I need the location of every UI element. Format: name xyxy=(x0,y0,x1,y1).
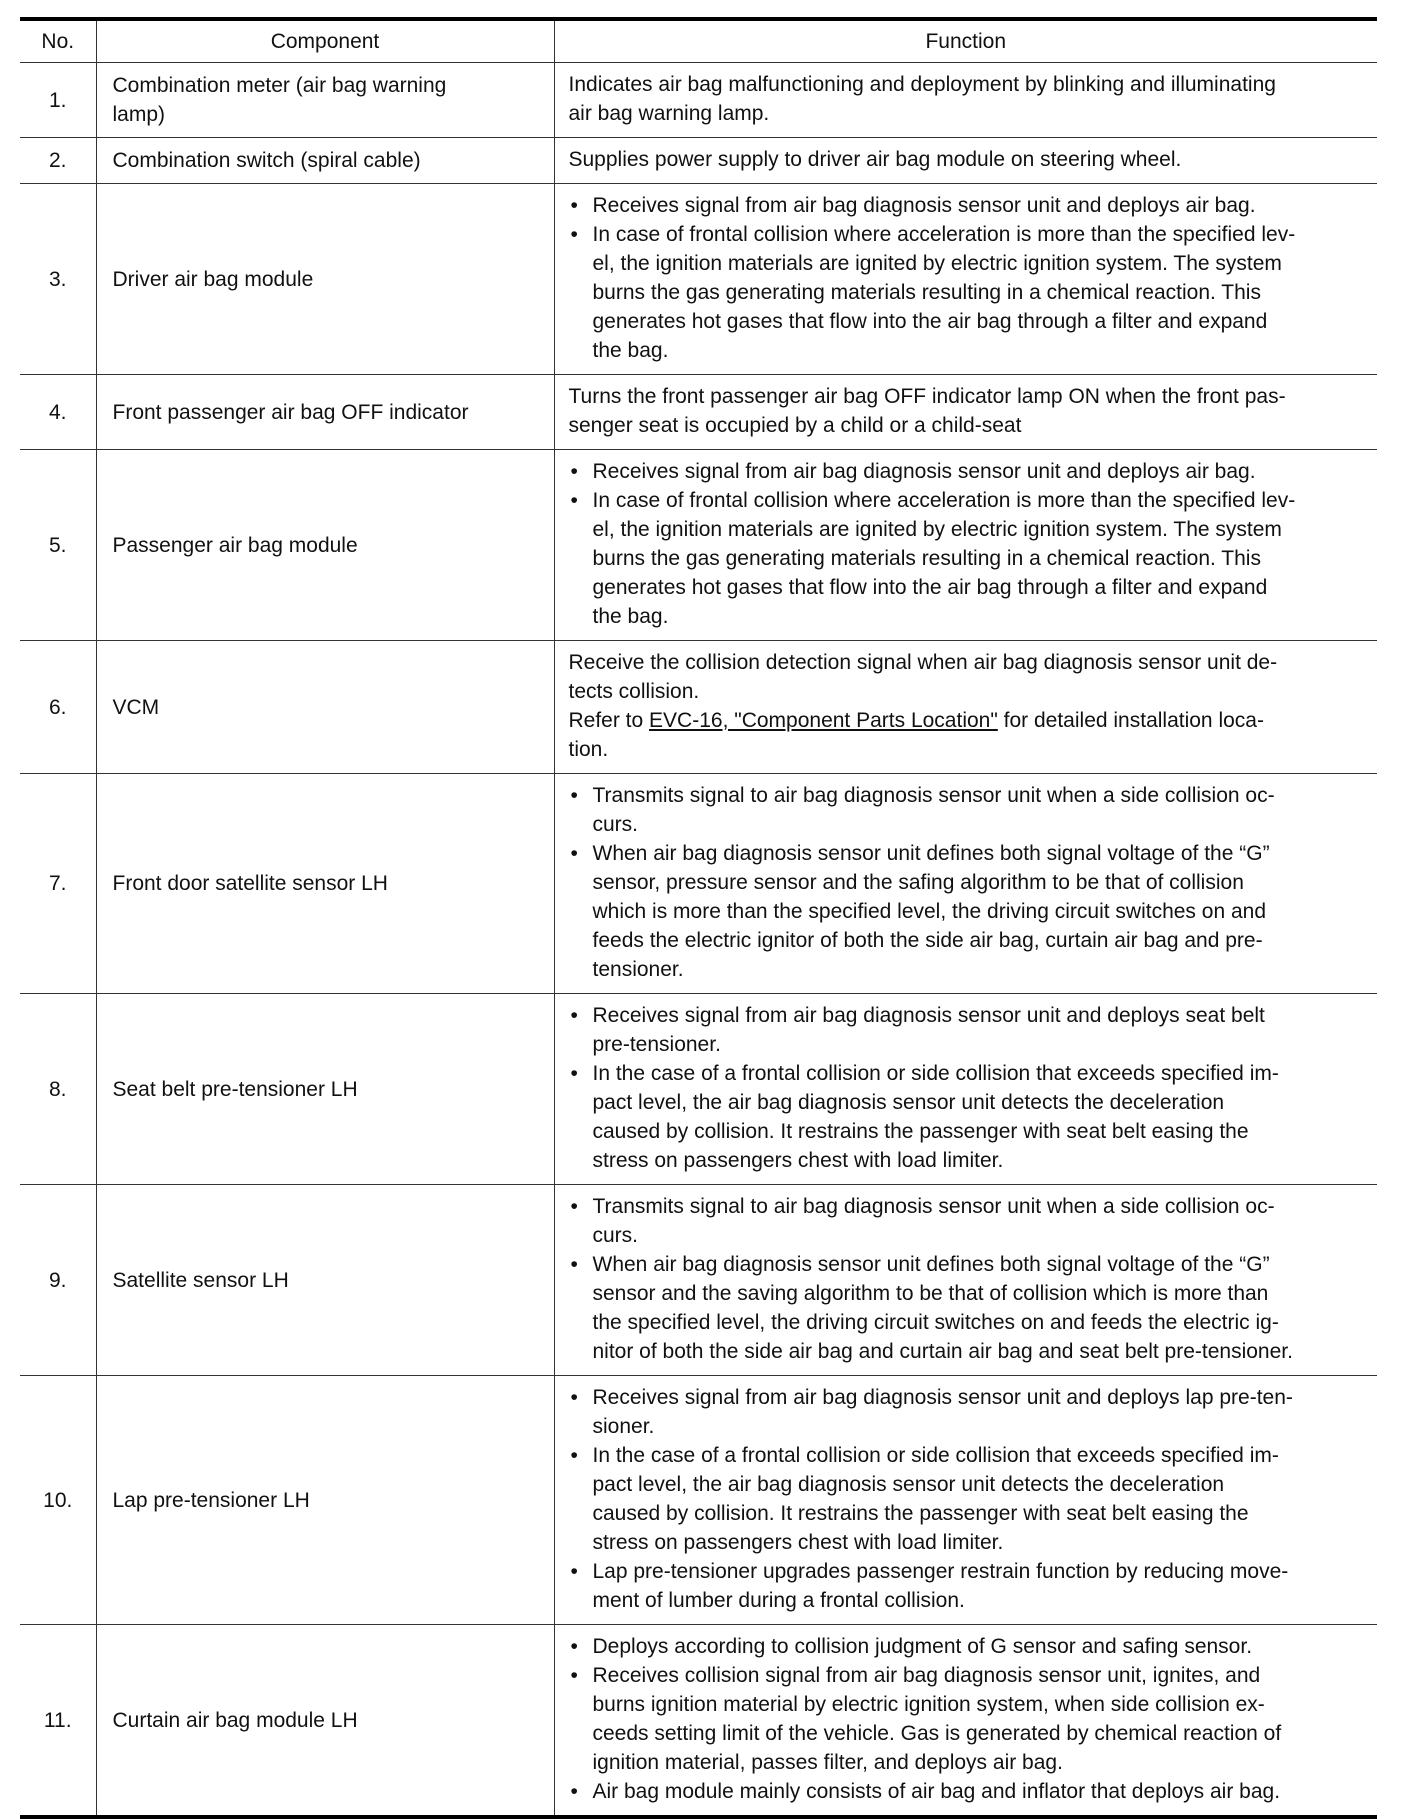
header-row xyxy=(20,19,1377,63)
bullet-line: generates hot gases that flow into the air bag through a filter and expand xyxy=(592,576,1268,599)
table-row xyxy=(20,375,1377,450)
component-cell xyxy=(96,1185,554,1376)
bullet-line: the bag. xyxy=(592,605,669,628)
function-bullet xyxy=(569,1777,1366,1806)
bullet-line: feeds the electric ignitor of both the side air bag, curtain air bag and pre- xyxy=(592,929,1263,952)
bullet-line: caused by collision. It restrains the passenger with seat belt easing the xyxy=(592,1502,1249,1525)
function-text-line: Supplies power supply to driver air bag module on steering wheel. xyxy=(568,148,1182,171)
bullet-line: which is more than the specified level, the driving circuit switches on and xyxy=(592,900,1266,923)
bullet-line: • Deploys according to collision judgment of G sensor and safing sensor. xyxy=(592,1635,1253,1658)
reference-suffix: for detailed installation loca- xyxy=(997,709,1264,732)
bullet-line: burns the gas generating materials resulting in a chemical reaction. This xyxy=(592,281,1261,304)
bullet-line: the bag. xyxy=(592,339,669,362)
function-bullet xyxy=(569,220,1366,365)
function-bullet xyxy=(569,1001,1366,1059)
function-bullet-list xyxy=(569,457,1366,631)
function-bullet-list xyxy=(569,1383,1366,1615)
bullet-line: sioner. xyxy=(592,1415,655,1438)
row-number: 4. xyxy=(20,375,96,450)
bullet-line: tensioner. xyxy=(592,958,684,981)
function-text-line: Receive the collision detection signal when air bag diagnosis sensor unit de- xyxy=(568,651,1278,674)
function-cell xyxy=(554,184,1377,375)
function-cell xyxy=(554,641,1377,774)
reference-tail: tion. xyxy=(568,738,609,761)
bullet-line: • In the case of a frontal collision or side collision that exceeds specified im- xyxy=(592,1444,1279,1467)
bullet-line: • When air bag diagnosis sensor unit defines both signal voltage of the “G” xyxy=(592,1253,1270,1276)
bullet-line: • In case of frontal collision where acceleration is more than the specified lev- xyxy=(592,223,1296,246)
reference-prefix: Refer to xyxy=(568,709,650,732)
bullet-line: el, the ignition materials are ignited by electric ignition system. The system xyxy=(592,252,1282,275)
bullet-line: • In case of frontal collision where acceleration is more than the specified lev- xyxy=(592,489,1296,512)
function-bullet xyxy=(569,839,1366,984)
component-cell xyxy=(96,375,554,450)
component-name-line: Lap pre-tensioner LH xyxy=(112,1488,310,1512)
bullet-line: pact level, the air bag diagnosis sensor unit detects the deceleration xyxy=(592,1091,1225,1114)
bullet-line: • Receives signal from air bag diagnosis sensor unit and deploys air bag. xyxy=(592,194,1256,217)
function-cell xyxy=(554,774,1377,994)
bullet-line: • Receives collision signal from air bag diagnosis sensor unit, ignites, and xyxy=(592,1664,1261,1687)
function-bullet xyxy=(569,486,1366,631)
component-name-line: Curtain air bag module LH xyxy=(112,1708,358,1732)
table-row xyxy=(20,63,1377,138)
bullet-line: • Lap pre-tensioner upgrades passenger restrain function by reducing move- xyxy=(592,1560,1289,1583)
function-bullet-list xyxy=(569,1001,1366,1175)
component-cell xyxy=(96,1625,554,1818)
component-cell xyxy=(96,63,554,138)
function-cell xyxy=(554,1185,1377,1376)
component-name-line: Combination meter (air bag warning xyxy=(112,74,447,97)
function-bullet xyxy=(569,1250,1366,1366)
function-text-line: Turns the front passenger air bag OFF indicator lamp ON when the front pas- xyxy=(568,385,1286,408)
row-number: 10. xyxy=(20,1376,96,1625)
bullet-line: ceeds setting limit of the vehicle. Gas is generated by chemical reaction of xyxy=(592,1722,1282,1745)
function-text-line: Indicates air bag malfunctioning and deployment by blinking and illuminating xyxy=(568,73,1276,96)
function-text-line: senger seat is occupied by a child or a child-seat xyxy=(568,414,1022,437)
bullet-line: sensor, pressure sensor and the safing algorithm to be that of collision xyxy=(592,871,1244,894)
table-body xyxy=(20,63,1377,1818)
table-row xyxy=(20,1376,1377,1625)
bullet-line: generates hot gases that flow into the air bag through a filter and expand xyxy=(592,310,1268,333)
component-name-line: lamp) xyxy=(112,103,166,126)
function-cell xyxy=(554,994,1377,1185)
function-bullet xyxy=(569,1383,1366,1441)
component-cell xyxy=(96,641,554,774)
table-row xyxy=(20,1185,1377,1376)
function-cell xyxy=(554,1376,1377,1625)
component-cell xyxy=(96,994,554,1185)
function-cell xyxy=(554,375,1377,450)
function-cell xyxy=(554,63,1377,138)
table-row xyxy=(20,994,1377,1185)
header-no: No. xyxy=(20,19,96,63)
row-number: 11. xyxy=(20,1625,96,1818)
bullet-line: stress on passengers chest with load limiter. xyxy=(592,1531,1004,1554)
component-function-table xyxy=(20,17,1377,1819)
function-bullet xyxy=(569,1059,1366,1175)
bullet-line: • Receives signal from air bag diagnosis sensor unit and deploys seat belt xyxy=(592,1004,1265,1027)
component-cell xyxy=(96,1376,554,1625)
row-number: 8. xyxy=(20,994,96,1185)
row-number: 3. xyxy=(20,184,96,375)
function-bullet xyxy=(569,781,1366,839)
reference-line xyxy=(569,706,1366,735)
header-function: Function xyxy=(554,19,1377,63)
bullet-line: nitor of both the side air bag and curtain air bag and seat belt pre-tensioner. xyxy=(592,1340,1293,1363)
bullet-line: curs. xyxy=(592,813,639,836)
component-cell xyxy=(96,138,554,184)
function-bullet xyxy=(569,1441,1366,1557)
bullet-line: • Transmits signal to air bag diagnosis sensor unit when a side collision oc- xyxy=(592,784,1275,807)
row-number: 1. xyxy=(20,63,96,138)
bullet-line: el, the ignition materials are ignited by electric ignition system. The system xyxy=(592,518,1282,541)
table-row xyxy=(20,138,1377,184)
bullet-line: caused by collision. It restrains the passenger with seat belt easing the xyxy=(592,1120,1249,1143)
bullet-line: pre-tensioner. xyxy=(592,1033,721,1056)
bullet-line: sensor and the saving algorithm to be that of collision which is more than xyxy=(592,1282,1269,1305)
bullet-line: ignition material, passes filter, and deploys air bag. xyxy=(592,1751,1063,1774)
component-name-line: Seat belt pre-tensioner LH xyxy=(112,1077,358,1101)
component-cell xyxy=(96,450,554,641)
table-row xyxy=(20,184,1377,375)
header-component: Component xyxy=(96,19,554,63)
bullet-line: • Air bag module mainly consists of air bag and inflator that deploys air bag. xyxy=(592,1780,1281,1803)
component-name-line: Satellite sensor LH xyxy=(112,1268,289,1292)
function-bullet xyxy=(569,1661,1366,1777)
component-name-line: Front door satellite sensor LH xyxy=(112,872,388,895)
table-row xyxy=(20,774,1377,994)
component-name-line: Driver air bag module xyxy=(112,267,314,291)
function-bullet xyxy=(569,1557,1366,1615)
function-text-line: air bag warning lamp. xyxy=(568,102,770,125)
bullet-line: • Receives signal from air bag diagnosis sensor unit and deploys lap pre-ten- xyxy=(592,1386,1293,1409)
reference-link[interactable]: EVC-16, "Component Parts Location" xyxy=(649,709,998,732)
bullet-line: burns ignition material by electric ignition system, when side collision ex- xyxy=(592,1693,1265,1716)
function-bullet-list xyxy=(569,1632,1366,1806)
component-name-line: VCM xyxy=(112,695,160,719)
function-bullet xyxy=(569,1632,1366,1661)
table-row xyxy=(20,450,1377,641)
row-number: 5. xyxy=(20,450,96,641)
row-number: 7. xyxy=(20,774,96,994)
function-bullet-list xyxy=(569,781,1366,984)
row-number: 2. xyxy=(20,138,96,184)
component-cell xyxy=(96,184,554,375)
table-row xyxy=(20,641,1377,774)
function-bullet xyxy=(569,191,1366,220)
bullet-line: the specified level, the driving circuit switches on and feeds the electric ig- xyxy=(592,1311,1279,1334)
component-name-line: Passenger air bag module xyxy=(112,533,358,557)
function-cell xyxy=(554,138,1377,184)
bullet-line: stress on passengers chest with load limiter. xyxy=(592,1149,1004,1172)
table-row xyxy=(20,1625,1377,1818)
row-number: 9. xyxy=(20,1185,96,1376)
function-bullet xyxy=(569,1192,1366,1250)
bullet-line: • In the case of a frontal collision or side collision that exceeds specified im- xyxy=(592,1062,1279,1085)
function-text-line: tects collision. xyxy=(568,680,700,703)
function-cell xyxy=(554,450,1377,641)
bullet-line: pact level, the air bag diagnosis sensor unit detects the deceleration xyxy=(592,1473,1225,1496)
component-name-line: Front passenger air bag OFF indicator xyxy=(112,400,469,424)
function-bullet-list xyxy=(569,191,1366,365)
bullet-line: burns the gas generating materials resulting in a chemical reaction. This xyxy=(592,547,1261,570)
bullet-line: • Receives signal from air bag diagnosis sensor unit and deploys air bag. xyxy=(592,460,1256,483)
function-bullet-list xyxy=(569,1192,1366,1366)
bullet-line: • Transmits signal to air bag diagnosis sensor unit when a side collision oc- xyxy=(592,1195,1275,1218)
function-cell xyxy=(554,1625,1377,1818)
component-cell xyxy=(96,774,554,994)
row-number: 6. xyxy=(20,641,96,774)
function-bullet xyxy=(569,457,1366,486)
bullet-line: curs. xyxy=(592,1224,639,1247)
bullet-line: • When air bag diagnosis sensor unit defines both signal voltage of the “G” xyxy=(592,842,1270,865)
component-name-line: Combination switch (spiral cable) xyxy=(112,149,421,172)
bullet-line: ment of lumber during a frontal collision. xyxy=(592,1589,965,1612)
